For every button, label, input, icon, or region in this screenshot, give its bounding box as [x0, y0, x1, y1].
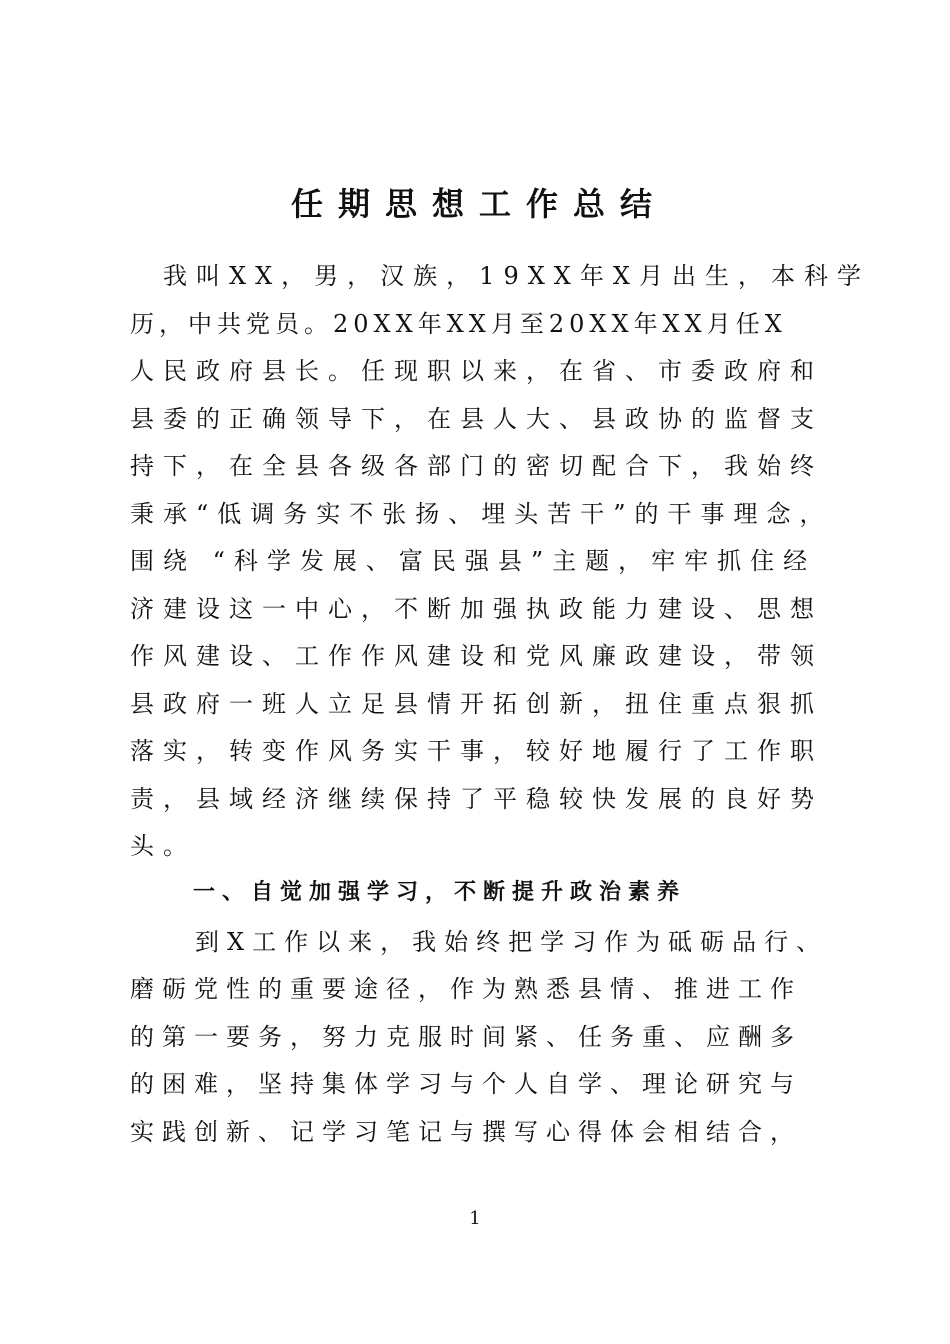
paragraph-line: 人民政府县长。任现职以来，在省、市委政府和 [130, 357, 823, 385]
section-heading: 一、自觉加强学习，不断提升政治素养 [193, 880, 687, 905]
paragraph-line: 县政府一班人立足县情开拓创新，扭住重点狠抓 [130, 690, 823, 718]
paragraph-line: 历，中共党员。20XX年XX月至20XX年XX月任X [130, 310, 787, 338]
paragraph-line: 实践创新、记学习笔记与撰写心得体会相结合， [130, 1118, 802, 1146]
paragraph-line: 持下，在全县各级各部门的密切配合下，我始终 [130, 452, 823, 480]
paragraph-line: 的困难，坚持集体学习与个人自学、理论研究与 [130, 1070, 802, 1098]
paragraph-line: 围绕 “科学发展、富民强县”主题，牢牢抓住经 [130, 547, 817, 575]
paragraph-line: 责，县域经济继续保持了平稳较快发展的良好势 [130, 785, 823, 813]
paragraph-line: 的第一要务，努力克服时间紧、任务重、应酬多 [130, 1023, 802, 1051]
page-number: 1 [469, 1208, 481, 1229]
document-title: 任期思想工作总结 [290, 185, 667, 223]
paragraph-line: 到X工作以来，我始终把学习作为砥砺品行、 [195, 928, 829, 956]
paragraph-line: 磨砺党性的重要途径，作为熟悉县情、推进工作 [130, 975, 802, 1003]
paragraph-line: 落实，转变作风务实干事，较好地履行了工作职 [130, 737, 823, 765]
paragraph-line: 头。 [130, 832, 196, 860]
paragraph-line: 作风建设、工作作风建设和党风廉政建设，带领 [130, 642, 823, 670]
paragraph-line: 我叫XX，男，汉族，19XX年X月出生，本科学 [163, 262, 870, 290]
paragraph-line: 济建设这一中心，不断加强执政能力建设、思想 [130, 595, 823, 623]
paragraph-line: 秉承“低调务实不张扬、埋头苦干”的干事理念， [130, 500, 833, 528]
paragraph-line: 县委的正确领导下，在县人大、县政协的监督支 [130, 405, 823, 433]
